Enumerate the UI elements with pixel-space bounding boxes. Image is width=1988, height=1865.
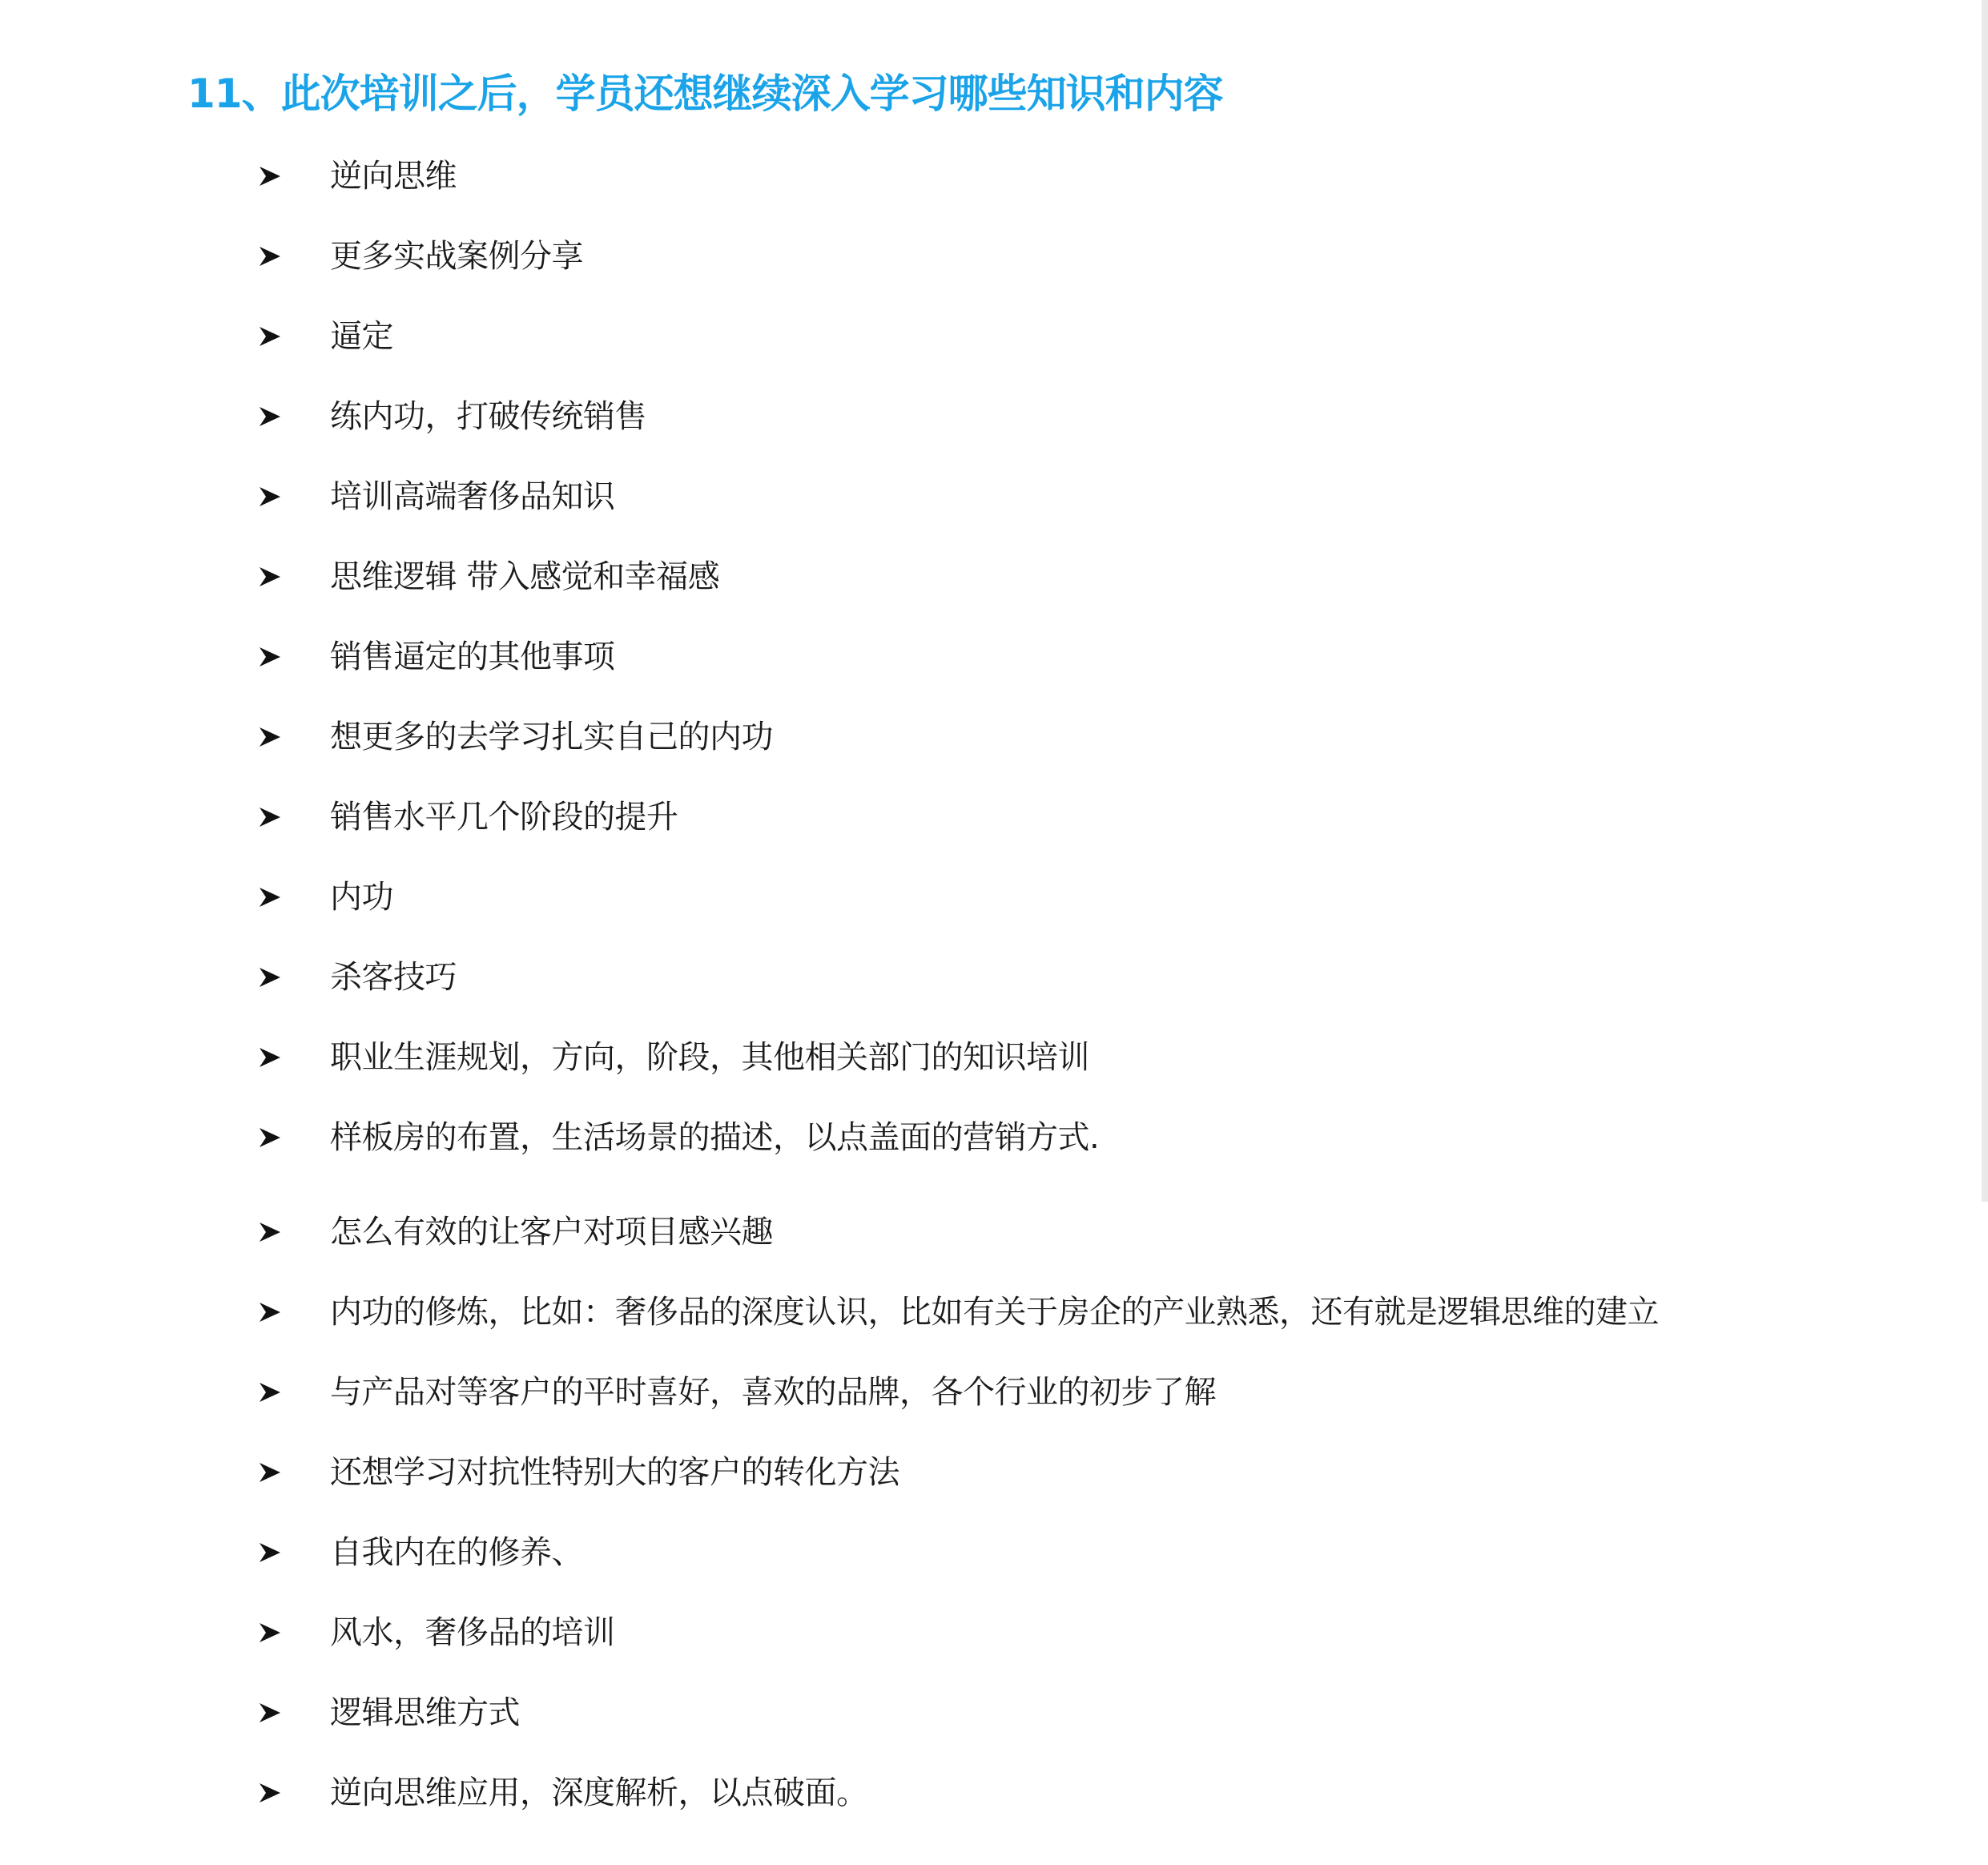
arrowhead-bullet-icon <box>258 1017 330 1098</box>
arrowhead-bullet-icon <box>258 857 330 937</box>
arrowhead-bullet-icon <box>258 1513 330 1593</box>
arrowhead-bullet-icon <box>258 377 330 457</box>
list-item <box>258 1673 1659 1753</box>
arrowhead-bullet-icon <box>258 1753 330 1833</box>
arrowhead-bullet-icon <box>258 1352 330 1432</box>
arrowhead-bullet-icon <box>258 1098 330 1178</box>
list-item <box>258 216 1659 296</box>
list-item <box>258 1192 1659 1272</box>
list-item-text: 想更多的去学习扎实自己的内功 <box>330 719 773 755</box>
list-item-text: 与产品对等客户的平时喜好，喜欢的品牌，各个行业的初步了解 <box>330 1374 1216 1411</box>
arrowhead-bullet-icon <box>258 537 330 617</box>
list-item <box>258 1272 1659 1352</box>
arrowhead-bullet-icon <box>258 296 330 377</box>
list-item-text: 内功的修炼，比如：奢侈品的深度认识，比如有关于房企的产业熟悉，还有就是逻辑思维的建立 <box>330 1294 1659 1331</box>
arrowhead-bullet-icon <box>258 617 330 697</box>
page-edge-shadow <box>1982 0 1988 1202</box>
list-item <box>258 1753 1659 1833</box>
list-item-text: 逆向思维 <box>330 158 457 195</box>
list-item <box>258 377 1659 457</box>
list-item <box>258 1352 1659 1432</box>
arrowhead-bullet-icon <box>258 136 330 216</box>
list-item-text: 杀客技巧 <box>330 959 457 996</box>
list-item <box>258 697 1659 777</box>
list-item <box>258 777 1659 857</box>
arrowhead-bullet-icon <box>258 457 330 537</box>
list-item-text: 风水，奢侈品的培训 <box>330 1614 615 1651</box>
list-item-text: 自我内在的修养、 <box>330 1534 583 1571</box>
list-item <box>258 296 1659 377</box>
list-item <box>258 136 1659 216</box>
list-item-text: 内功 <box>330 879 393 916</box>
section-heading: 11、此次培训之后，学员还想继续深入学习哪些知识和内容 <box>187 70 1223 117</box>
list-item-text: 思维逻辑 带入感觉和幸福感 <box>330 558 720 595</box>
list-item-text: 更多实战案例分享 <box>330 238 583 275</box>
list-item-text: 销售逼定的其他事项 <box>330 638 615 675</box>
list-item-text: 逻辑思维方式 <box>330 1694 520 1731</box>
arrowhead-bullet-icon <box>258 1432 330 1513</box>
arrowhead-bullet-icon <box>258 1593 330 1673</box>
bullet-list <box>258 136 1659 1833</box>
list-item-text: 还想学习对抗性特别大的客户的转化方法 <box>330 1454 899 1491</box>
list-item <box>258 1593 1659 1673</box>
list-item <box>258 857 1659 937</box>
list-item <box>258 1098 1659 1178</box>
list-item <box>258 1017 1659 1098</box>
list-item-text: 练内功，打破传统销售 <box>330 398 646 435</box>
list-item <box>258 937 1659 1017</box>
arrowhead-bullet-icon <box>258 937 330 1017</box>
list-item-text: 销售水平几个阶段的提升 <box>330 799 678 836</box>
arrowhead-bullet-icon <box>258 1673 330 1753</box>
list-item-text: 逆向思维应用，深度解析，以点破面。 <box>330 1774 868 1811</box>
list-item-text: 培训高端奢侈品知识 <box>330 478 615 515</box>
arrowhead-bullet-icon <box>258 216 330 296</box>
arrowhead-bullet-icon <box>258 777 330 857</box>
list-item-text: 怎么有效的让客户对项目感兴趣 <box>330 1214 773 1251</box>
list-item <box>258 617 1659 697</box>
list-item-text: 逼定 <box>330 318 393 355</box>
arrowhead-bullet-icon <box>258 1272 330 1352</box>
list-item-text: 职业生涯规划，方向，阶段，其他相关部门的知识培训 <box>330 1039 1089 1076</box>
list-item <box>258 537 1659 617</box>
arrowhead-bullet-icon <box>258 697 330 777</box>
arrowhead-bullet-icon <box>258 1192 330 1272</box>
list-item <box>258 457 1659 537</box>
list-item <box>258 1513 1659 1593</box>
list-item-text: 样板房的布置，生活场景的描述，以点盖面的营销方式. <box>330 1119 1100 1156</box>
list-item <box>258 1432 1659 1513</box>
